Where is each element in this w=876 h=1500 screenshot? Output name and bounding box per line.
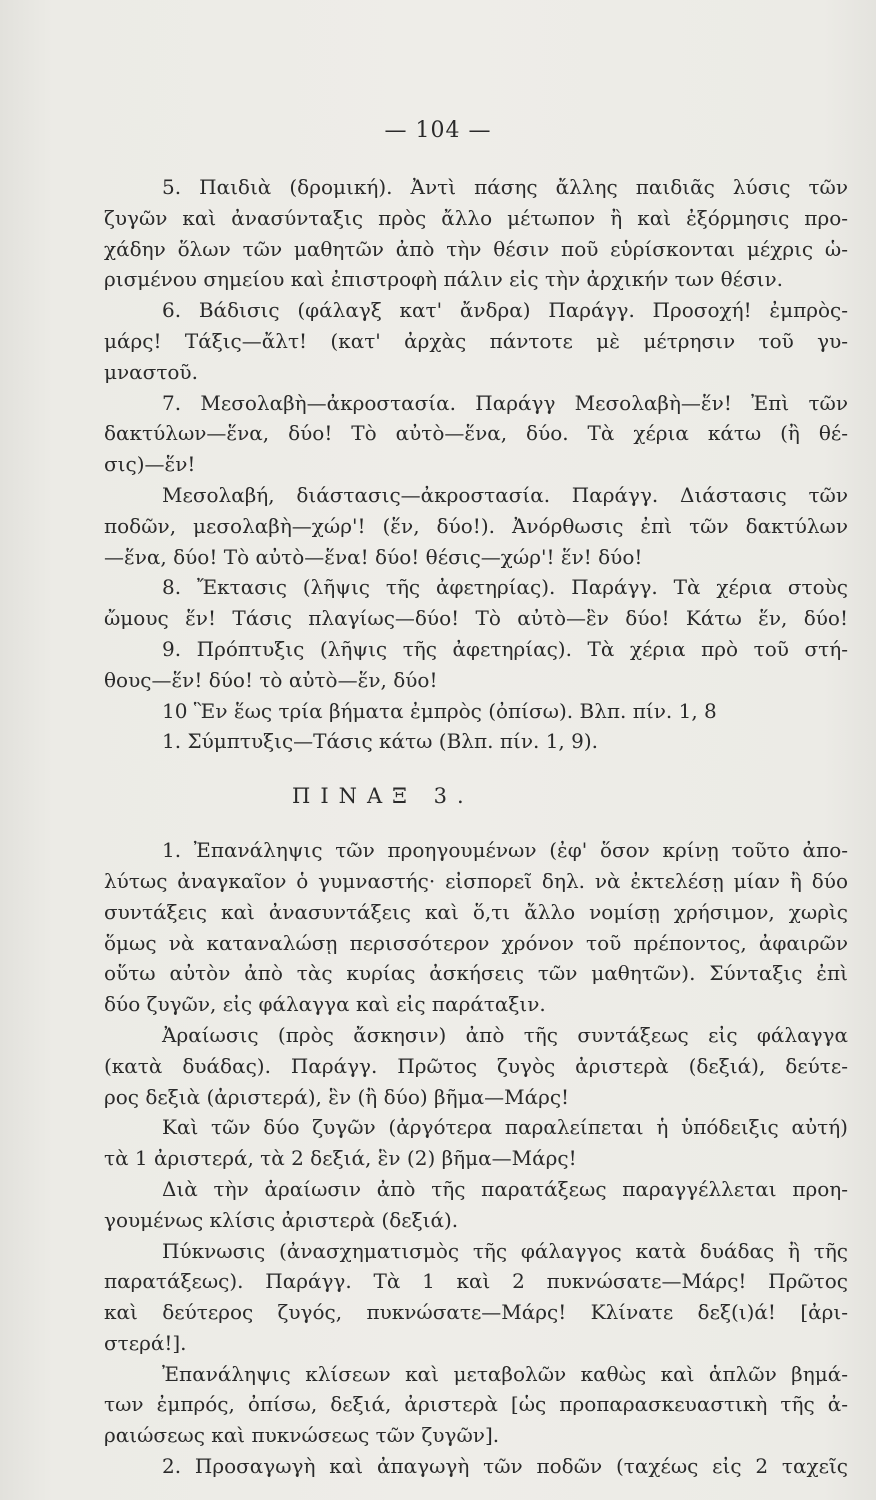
text-line: ὤμους ἕν! Τάσις πλαγίως—δύο! Τὸ αὐτὸ—ἓν δύο! Κάτω ἕν, δύο! [104, 606, 848, 631]
text-line: Ἀραίωσις (πρὸς ἄσκησιν) ἀπὸ τῆς συντάξεως εἰς φάλαγγα [162, 1022, 848, 1047]
text-line: Καὶ τῶν δύο ζυγῶν (ἀργότερα παραλείπεται ἡ ὑπόδειξις αὐτή) [162, 1115, 848, 1140]
text-line: Ἐπανάληψις κλίσεων καὶ μεταβολῶν καθὼς καὶ ἁπλῶν βημά- [162, 1361, 848, 1386]
text-line: (κατὰ δυάδας). Παράγγ. Πρῶτος ζυγὸς ἀριστερὰ (δεξιά), δεύτε- [104, 1053, 848, 1078]
text-line: καὶ δεύτερος ζυγός, πυκνώσατε—Μάρς! Κλίνατε δεξ(ι)ά! [ἀρι- [104, 1300, 848, 1325]
text-line: παρατάξεως). Παράγγ. Τὰ 1 καὶ 2 πυκνώσατε—Μάρς! Πρῶτος [104, 1269, 848, 1294]
text-line: των ἐμπρός, ὀπίσω, δεξιά, ἀριστερὰ [ὡς προπαρασκευαστικὴ τῆς ἀ- [104, 1392, 848, 1417]
section-gap [104, 757, 848, 773]
text-line: οὕτω αὐτὸν ἀπὸ τὰς κυρίας ἀσκήσεις τῶν μαθητῶν). Σύνταξις ἐπὶ [104, 961, 848, 986]
text-line: χάδην ὅλων τῶν μαθητῶν ἀπὸ τὴν θέσιν ποῦ εὑρίσκονται μέχρις ὡ- [104, 236, 848, 261]
text-line: δύο ζυγῶν, εἰς φάλαγγα καὶ εἰς παράταξιν. [104, 992, 546, 1017]
text-line: 8. Ἔκτασις (λῆψις τῆς ἀφετηρίας). Παράγγ. Τὰ χέρια στοὺς [162, 575, 848, 600]
section-gap [104, 819, 848, 835]
text-line: 1. Ἐπανάληψις τῶν προηγουμένων (ἐφ' ὅσον κρίνῃ τοῦτο ἀπο- [162, 838, 848, 863]
text-line: γουμένως κλίσις ἀριστερὰ (δεξιά). [104, 1207, 459, 1232]
text-line: 7. Μεσολαβὴ—ἀκροστασία. Παράγγ Μεσολαβὴ—ἕν! Ἐπὶ τῶν [162, 390, 848, 415]
page-number: — 104 — [384, 118, 492, 143]
text-line: Μεσολαβή, διάστασις—ἀκροστασία. Παράγγ. Διάστασις τῶν [162, 482, 848, 507]
text-line: Διὰ τὴν ἀραίωσιν ἀπὸ τῆς παρατάξεως παραγγέλλεται προη- [162, 1176, 848, 1201]
section-heading: ΠΙΝΑΞ 3. [292, 784, 474, 809]
text-line: 6. Βάδισις (φάλαγξ κατ' ἄνδρα) Παράγγ. Προσοχή! ἐμπρὸς- [162, 298, 848, 323]
text-line: 5. Παιδιὰ (δρομική). Ἀντὶ πάσης ἄλλης παιδιᾶς λύσις τῶν [162, 175, 848, 199]
text-line: 2. Προσαγωγὴ καὶ ἀπαγωγὴ τῶν ποδῶν (ταχέως εἰς 2 ταχεῖς [162, 1454, 848, 1479]
text-line: ραιώσεως καὶ πυκνώσεως τῶν ζυγῶν]. [104, 1423, 500, 1448]
text-line: —ἕνα, δύο! Τὸ αὐτὸ—ἕνα! δύο! θέσις—χώρ'! ἕν! δύο! [104, 544, 643, 569]
text-line: Πύκνωσις (ἀνασχηματισμὸς τῆς φάλαγγος κατὰ δυάδας ἢ τῆς [162, 1238, 848, 1263]
text-line: θους—ἕν! δύο! τὸ αὐτὸ—ἕν, δύο! [104, 667, 438, 692]
text-section-2 [104, 835, 848, 1482]
text-line: μναστοῦ. [104, 359, 198, 384]
text-line: τὰ 1 ἀριστερά, τὰ 2 δεξιά, ἓν (2) βῆμα—Μάρς! [104, 1146, 577, 1171]
text-line: συντάξεις καὶ ἀνασυντάξεις καὶ ὅ,τι ἄλλο νομίσῃ χρήσιμον, χωρὶς [104, 899, 848, 924]
body-text [104, 172, 848, 1482]
text-line: ζυγῶν καὶ ἀνασύνταξις πρὸς ἄλλο μέτωπον ἢ καὶ ἐξόρμησις προ- [104, 205, 848, 230]
text-line: ποδῶν, μεσολαβὴ—χώρ'! (ἕν, δύο!). Ἀνόρθωσις ἐπὶ τῶν δακτύλων [104, 513, 848, 538]
text-line: ρος δεξιὰ (ἀριστερά), ἓν (ἢ δύο) βῆμα—Μάρς! [104, 1084, 570, 1109]
text-line: 9. Πρόπτυξις (λῆψις τῆς ἀφετηρίας). Τὰ χέρια πρὸ τοῦ στή- [162, 636, 848, 661]
text-line: μάρς! Τάξις—ἄλτ! (κατ' ἀρχὰς πάντοτε μὲ μέτρησιν τοῦ γυ- [104, 328, 848, 353]
text-line: ρισμένου σημείου καὶ ἐπιστροφὴ πάλιν εἰς τὴν ἀρχικήν των θέσιν. [104, 267, 784, 292]
text-line: σις)—ἕν! [104, 452, 196, 477]
text-line: 1. Σύμπτυξις—Τάσις κάτω (Βλπ. πίν. 1, 9). [162, 729, 599, 754]
text-section-1 [104, 172, 848, 757]
text-line: 10 Ἓν ἕως τρία βήματα ἐμπρὸς (ὀπίσω). Βλπ. πίν. 1, 8 [162, 698, 717, 723]
text-line: λύτως ἀναγκαῖον ὁ γυμναστής· εἰσπορεῖ δηλ. νὰ ἐκτελέσῃ μίαν ἢ δύο [104, 868, 848, 893]
text-line: ὅμως νὰ καταναλώσῃ περισσότερον χρόνον τοῦ πρέποντος, ἀφαιρῶν [104, 930, 848, 955]
text-line: δακτύλων—ἕνα, δύο! Τὸ αὐτὸ—ἕνα, δύο. Τὰ χέρια κάτω (ἢ θέ- [104, 421, 848, 446]
text-line: στερά!]. [104, 1330, 187, 1355]
